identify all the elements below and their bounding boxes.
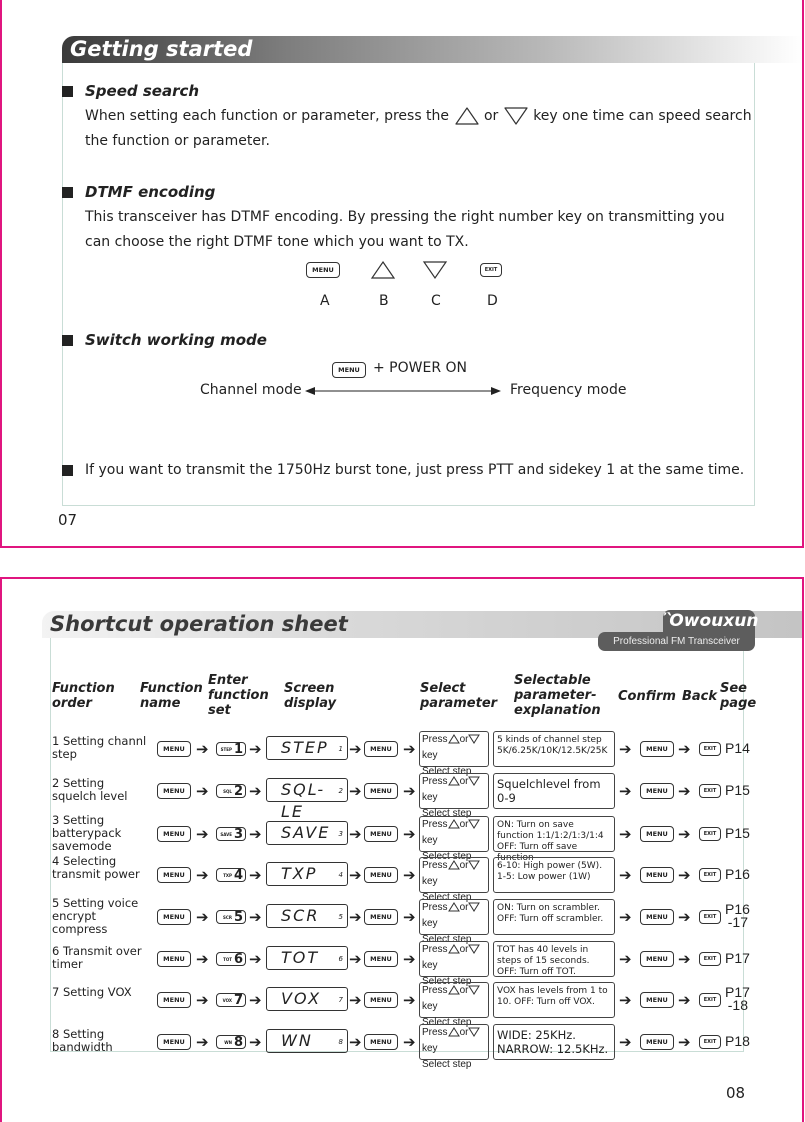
function-order: 8 Setting bandwidth (52, 1027, 113, 1054)
arrow-icon: ➔ (678, 991, 691, 1009)
function-order: 2 Setting squelch level (52, 776, 128, 803)
menu-key-icon: MENU (364, 783, 398, 799)
header-parameter-explanation: Selectable parameter- explanation (514, 673, 601, 718)
arrow-icon: ➔ (403, 908, 416, 926)
exit-key-icon: EXIT (699, 784, 721, 798)
up-key-icon (448, 985, 460, 995)
text: Press (422, 776, 448, 787)
parameter-explanation: VOX has levels from 1 to 10. OFF: Turn off VOX. (493, 982, 615, 1018)
screen-number: 2 (338, 787, 343, 795)
menu-key-icon: MENU (640, 867, 674, 883)
text: Press (422, 944, 448, 955)
screen-number: 5 (338, 913, 343, 921)
section-working-mode (62, 328, 752, 353)
arrow-icon: ➔ (349, 825, 362, 843)
channel-mode-label: Channel mode (200, 382, 302, 398)
text: key (422, 1043, 438, 1054)
menu-key-icon: MENU (640, 951, 674, 967)
key-number: 6 (233, 951, 243, 967)
screen-text: SCR (281, 906, 320, 925)
up-key-icon (448, 776, 460, 786)
key-number: 8 (233, 1034, 243, 1050)
table-row (2, 896, 802, 945)
down-key-icon (468, 776, 480, 786)
brand-logo: Ὂwouxun (663, 610, 755, 634)
text: key (422, 1001, 438, 1012)
see-page: P15 (725, 825, 750, 841)
exit-key-icon: EXIT (699, 952, 721, 966)
see-page: P18 (725, 1033, 750, 1049)
select-parameter-box (419, 857, 489, 903)
menu-key-icon: MENU (332, 362, 366, 378)
arrow-icon: ➔ (349, 1033, 362, 1051)
text: Press (422, 734, 448, 745)
exit-key-icon: EXIT (699, 1035, 721, 1049)
bullet-icon (62, 335, 73, 346)
section-text: This transceiver has DTMF encoding. By pressing the right number key on transmitting you can choose the right DTMF tone which you want to TX. (85, 209, 725, 250)
arrow-icon: ➔ (678, 950, 691, 968)
frequency-mode-label: Frequency mode (510, 382, 627, 398)
screen-display (266, 987, 348, 1011)
key-tag: TOT (223, 956, 232, 962)
text: Press (422, 1027, 448, 1038)
arrow-icon: ➔ (249, 950, 262, 968)
key-number: 4 (233, 867, 243, 883)
section-heading: Speed search (85, 82, 200, 100)
page-title: Getting started (70, 37, 253, 61)
parameter-explanation: ON: Turn on scrambler. OFF: Turn off scrambler. (493, 899, 615, 935)
up-key-icon (448, 1027, 460, 1037)
text: When setting each function or parameter, press the (85, 108, 450, 124)
exit-key-icon: EXIT (699, 827, 721, 841)
page-number: 08 (726, 1084, 746, 1102)
key-tag: STEP (220, 746, 232, 752)
menu-key-icon: MENU (640, 1034, 674, 1050)
function-order: 5 Setting voice encrypt compress (52, 896, 139, 936)
menu-key-icon: MENU (364, 741, 398, 757)
arrow-icon: ➔ (249, 908, 262, 926)
screen-number: 1 (338, 745, 343, 753)
double-arrow-icon (305, 385, 501, 397)
exit-key-icon: EXIT (699, 910, 721, 924)
select-parameter-box (419, 773, 489, 819)
arrow-icon: ➔ (678, 1033, 691, 1051)
key-tag: SAVE (220, 831, 232, 837)
down-key-icon (468, 985, 480, 995)
screen-display (266, 1029, 348, 1053)
arrow-icon: ➔ (196, 866, 209, 884)
menu-key-icon: MENU (364, 867, 398, 883)
menu-key-icon: MENU (364, 1034, 398, 1050)
function-key-icon (216, 910, 246, 924)
menu-key-icon: MENU (157, 992, 191, 1008)
select-parameter-box (419, 941, 489, 987)
section-speed-search (62, 79, 752, 154)
text: key (422, 792, 438, 803)
function-order: 7 Setting VOX (52, 985, 132, 999)
menu-key-icon: MENU (364, 992, 398, 1008)
section-heading: DTMF encoding (85, 183, 216, 201)
header-enter-function-set: Enter function set (208, 673, 269, 718)
arrow-icon: ➔ (196, 1033, 209, 1051)
exit-key-icon: EXIT (699, 993, 721, 1007)
menu-key-icon: MENU (157, 951, 191, 967)
select-parameter-box (419, 816, 489, 862)
header-function-order: Function order (52, 681, 115, 711)
table-row (2, 939, 802, 987)
select-parameter-box (419, 731, 489, 777)
text: Press (422, 860, 448, 871)
arrow-icon: ➔ (619, 740, 632, 758)
screen-number: 8 (338, 1038, 343, 1046)
key-letter: C (431, 293, 441, 309)
arrow-icon: ➔ (678, 908, 691, 926)
text: or (459, 902, 469, 913)
key-tag: VOX (222, 997, 232, 1003)
arrow-icon: ➔ (403, 825, 416, 843)
table-row (2, 854, 802, 903)
menu-key-icon: MENU (640, 909, 674, 925)
menu-key-icon: MENU (157, 826, 191, 842)
screen-number: 7 (338, 996, 343, 1004)
text: key (422, 876, 438, 887)
page-number: 07 (58, 511, 78, 529)
menu-key-icon: MENU (640, 826, 674, 842)
text: or (459, 734, 469, 745)
down-key-icon (422, 260, 448, 280)
parameter-explanation: ON: Turn on save function 1:1/1:2/1:3/1:4 OFF: Turn off save function (493, 816, 615, 852)
function-key-icon (216, 784, 246, 798)
screen-number: 4 (338, 871, 343, 879)
parameter-explanation: WIDE: 25KHz. NARROW: 12.5KHz. (493, 1024, 615, 1060)
menu-key-icon: MENU (157, 741, 191, 757)
arrow-icon: ➔ (249, 740, 262, 758)
function-key-icon (216, 993, 246, 1007)
menu-key-icon: MENU (157, 783, 191, 799)
arrow-icon: ➔ (349, 740, 362, 758)
arrow-icon: ➔ (349, 782, 362, 800)
see-page: P17 (725, 950, 750, 966)
section-burst-tone (62, 458, 752, 483)
text: Select step (422, 934, 472, 945)
exit-key-icon: EXIT (699, 868, 721, 882)
text: Select step (422, 1017, 472, 1028)
key-number: 2 (233, 783, 243, 799)
screen-display (266, 736, 348, 760)
screen-display (266, 946, 348, 970)
arrow-icon: ➔ (619, 991, 632, 1009)
arrow-icon: ➔ (678, 866, 691, 884)
arrow-icon: ➔ (249, 866, 262, 884)
up-key-icon (448, 819, 460, 829)
menu-key-icon: MENU (640, 741, 674, 757)
function-key-icon (216, 1035, 246, 1049)
arrow-icon: ➔ (349, 866, 362, 884)
down-key-icon (468, 902, 480, 912)
arrow-icon: ➔ (403, 782, 416, 800)
function-order: 6 Transmit over timer (52, 944, 142, 971)
table-row (2, 1022, 802, 1070)
arrow-icon: ➔ (249, 782, 262, 800)
arrow-icon: ➔ (619, 908, 632, 926)
key-tag: SCR (223, 914, 232, 920)
menu-key-icon: MENU (364, 826, 398, 842)
arrow-icon: ➔ (619, 825, 632, 843)
parameter-explanation: 5 kinds of channel step 5K/6.25K/10K/12.5K/25K (493, 731, 615, 767)
header-select-parameter: Select parameter (420, 681, 498, 711)
arrow-icon: ➔ (403, 1033, 416, 1051)
arrow-icon: ➔ (403, 950, 416, 968)
up-key-icon (454, 106, 480, 126)
key-number: 3 (233, 826, 243, 842)
menu-key-icon: MENU (157, 909, 191, 925)
arrow-icon: ➔ (619, 782, 632, 800)
brand-name: wouxun (683, 611, 759, 631)
section-heading: Switch working mode (85, 331, 267, 349)
menu-key-icon: MENU (640, 992, 674, 1008)
screen-number: 3 (338, 830, 343, 838)
text: Press (422, 985, 448, 996)
see-page: P16 (725, 866, 750, 882)
arrow-icon: ➔ (196, 991, 209, 1009)
see-page: P14 (725, 740, 750, 756)
header-function-name: Function name (140, 681, 203, 711)
page-title: Shortcut operation sheet (50, 612, 348, 636)
text: or (459, 1027, 469, 1038)
arrow-icon: ➔ (249, 1033, 262, 1051)
arrow-icon: ➔ (196, 740, 209, 758)
arrow-icon: ➔ (196, 782, 209, 800)
function-order: 1 Setting channl step (52, 734, 147, 761)
exit-key-icon: EXIT (480, 263, 502, 277)
text: Select step (422, 892, 472, 903)
header-back: Back (682, 689, 718, 704)
arrow-icon: ➔ (249, 825, 262, 843)
bullet-icon (62, 465, 73, 476)
text: key (422, 960, 438, 971)
arrow-icon: ➔ (403, 866, 416, 884)
section-text: If you want to transmit the 1750Hz burst tone, just press PTT and sidekey 1 at the same time. (85, 462, 745, 478)
key-number: 7 (233, 992, 243, 1008)
parameter-explanation: Squelchlevel from 0-9 (493, 773, 615, 809)
see-page: P16 -17 (725, 901, 750, 930)
bullet-icon (62, 187, 73, 198)
screen-text: WN (281, 1031, 313, 1050)
text: key (422, 918, 438, 929)
menu-key-icon: MENU (364, 951, 398, 967)
key-tag: SQL (223, 788, 232, 794)
text: Select step (422, 851, 472, 862)
text: or (459, 819, 469, 830)
parameter-explanation: TOT has 40 levels in steps of 15 seconds. OFF: Turn off TOT. (493, 941, 615, 977)
key-number: 5 (233, 909, 243, 925)
power-on-text: + POWER ON (373, 360, 468, 376)
text: Select step (422, 976, 472, 987)
up-key-icon (370, 260, 396, 280)
up-key-icon (448, 902, 460, 912)
function-order: 4 Selecting transmit power (52, 854, 140, 881)
text: Select step (422, 1059, 472, 1070)
text: Select step (422, 766, 472, 777)
up-key-icon (448, 944, 460, 954)
key-letter: A (320, 293, 330, 309)
page-08 (0, 577, 804, 1122)
screen-text: SQL-LE (281, 780, 326, 821)
table-row (2, 771, 802, 821)
arrow-icon: ➔ (349, 950, 362, 968)
title-bar (62, 36, 802, 63)
select-parameter-box (419, 1024, 489, 1070)
arrow-icon: ➔ (196, 825, 209, 843)
down-key-icon (468, 860, 480, 870)
down-key-icon (468, 944, 480, 954)
up-key-icon (448, 734, 460, 744)
screen-text: VOX (281, 989, 322, 1008)
down-key-icon (468, 734, 480, 744)
header-screen-display: Screen display (284, 681, 337, 711)
bullet-icon (62, 86, 73, 97)
arrow-icon: ➔ (349, 991, 362, 1009)
text: key (422, 750, 438, 761)
down-key-icon (468, 819, 480, 829)
screen-text: TOT (281, 948, 320, 967)
arrow-icon: ➔ (678, 740, 691, 758)
exit-key-icon: EXIT (699, 742, 721, 756)
down-key-icon (503, 106, 529, 126)
section-text (85, 104, 752, 154)
arrow-icon: ➔ (619, 1033, 632, 1051)
arrow-icon: ➔ (349, 908, 362, 926)
brand-tagline: Professional FM Transceiver (598, 632, 755, 651)
key-tag: WN (224, 1039, 232, 1045)
arrow-icon: ➔ (678, 825, 691, 843)
function-key-icon (216, 868, 246, 882)
text: Press (422, 902, 448, 913)
key-letter: D (487, 293, 498, 309)
up-key-icon (448, 860, 460, 870)
select-parameter-box (419, 899, 489, 945)
screen-display (266, 862, 348, 886)
select-parameter-box (419, 982, 489, 1028)
function-key-icon (216, 827, 246, 841)
screen-display (266, 821, 348, 845)
function-order: 3 Setting batterypack savemode (52, 813, 122, 853)
page-07 (0, 0, 804, 548)
table-row (2, 813, 802, 863)
screen-number: 6 (338, 955, 343, 963)
text: or (483, 108, 499, 124)
parameter-explanation: 6-10: High power (5W). 1-5: Low power (1W) (493, 857, 615, 893)
header-see-page: See page (720, 681, 757, 711)
header-confirm: Confirm (618, 689, 676, 704)
arrow-icon: ➔ (196, 950, 209, 968)
down-key-icon (468, 1027, 480, 1037)
arrow-icon: ➔ (403, 991, 416, 1009)
arrow-icon: ➔ (619, 950, 632, 968)
text: or (459, 776, 469, 787)
menu-key-icon: MENU (157, 867, 191, 883)
screen-text: STEP (281, 738, 329, 757)
key-tag: TXP (223, 872, 232, 878)
function-key-icon (216, 742, 246, 756)
text: key (422, 835, 438, 846)
text: Select step (422, 808, 472, 819)
see-page: P17 -18 (725, 984, 750, 1013)
section-dtmf (62, 180, 752, 255)
key-number: 1 (233, 741, 243, 757)
screen-display (266, 904, 348, 928)
screen-text: SAVE (281, 823, 331, 842)
menu-key-icon: MENU (157, 1034, 191, 1050)
screen-text: TXP (281, 864, 318, 883)
table-row (2, 729, 802, 777)
arrow-icon: ➔ (403, 740, 416, 758)
menu-key-icon: MENU (306, 262, 340, 278)
text: or (459, 860, 469, 871)
screen-display (266, 778, 348, 821)
function-key-icon (216, 952, 246, 966)
arrow-icon: ➔ (249, 991, 262, 1009)
see-page: P15 (725, 782, 750, 798)
text: key one time can speed search the function or parameter. (85, 108, 752, 149)
arrow-icon: ➔ (678, 782, 691, 800)
table-row (2, 980, 802, 1028)
arrow-icon: ➔ (196, 908, 209, 926)
text: Press (422, 819, 448, 830)
arrow-icon: ➔ (619, 866, 632, 884)
menu-key-icon: MENU (640, 783, 674, 799)
text: or (459, 985, 469, 996)
key-letter: B (379, 293, 389, 309)
menu-key-icon: MENU (364, 909, 398, 925)
text: or (459, 944, 469, 955)
